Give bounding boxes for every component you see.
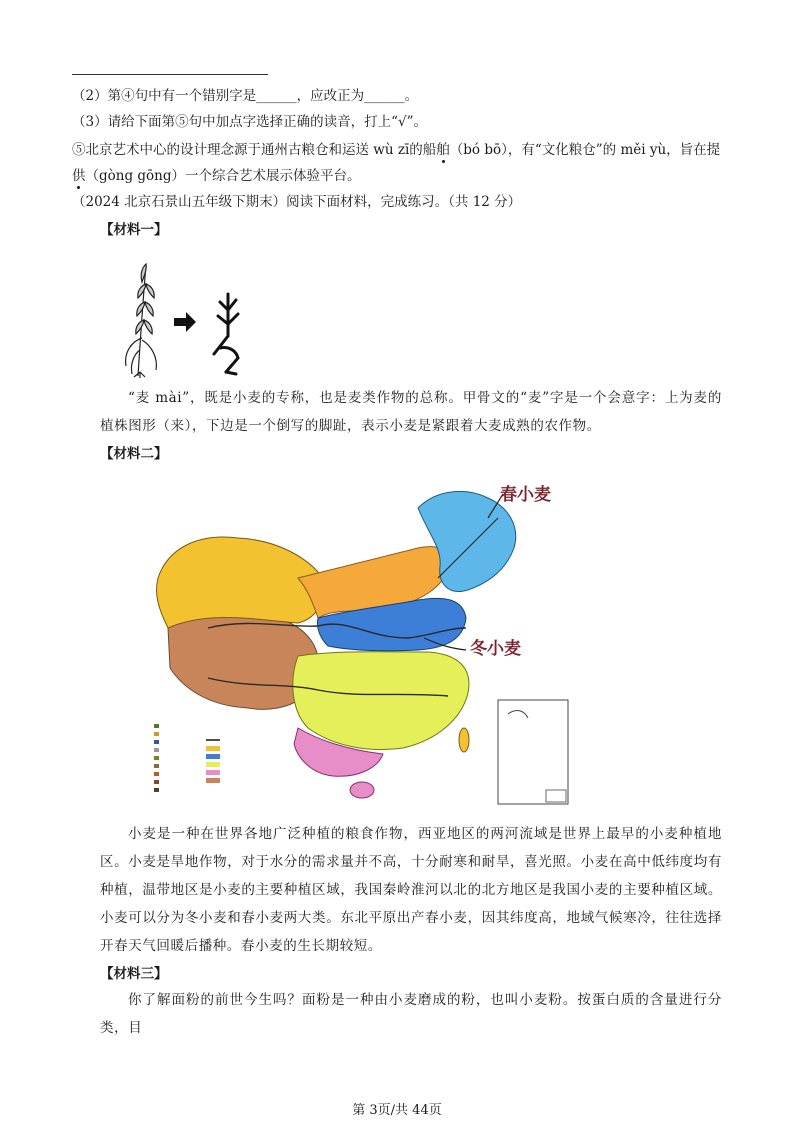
question-3: （3）请给下面第⑤句中加点字选择正确的读音，打上“√”。	[72, 114, 427, 130]
sentence-5-part2: （bó bō），有“文化粮仓”的 měi yù，旨在提	[449, 142, 721, 158]
right-arrow-icon	[174, 312, 196, 332]
oracle-bone-mai-glyph-icon	[214, 294, 238, 374]
china-wheat-map	[148, 478, 576, 808]
material-2-label: 【材料二】	[100, 446, 168, 462]
winter-wheat-label: 冬小麦	[470, 639, 521, 659]
sentence-5-part3: （gòng gōng）一个综合艺术展示体验平台。	[85, 168, 361, 184]
reading-intro: （2024 北京石景山五年级下期末）阅读下面材料，完成练习。（共 12 分）	[72, 194, 522, 210]
footnote-divider	[72, 74, 268, 75]
wheat-pictograph-figure	[116, 254, 266, 378]
dotted-char-2: 供	[72, 168, 86, 184]
question-2: （2）第④句中有一个错别字是______，应改正为______。	[72, 88, 419, 104]
map-taiwan-island	[459, 728, 469, 752]
sentence-5	[72, 140, 720, 160]
spring-wheat-label: 春小麦	[500, 485, 551, 505]
south-china-sea-inset	[498, 700, 568, 804]
wheat-plant-icon	[126, 264, 157, 378]
sentence-5-cont	[72, 166, 361, 186]
page-footer: 第 3页/共 44页	[352, 1103, 442, 1118]
sentence-5-part1: ⑤北京艺术中心的设计理念源于通州古粮仓和运送 wù zī的船	[72, 142, 437, 158]
map-hainan-island	[350, 782, 374, 798]
material-3-text: 你了解面粉的前世今生吗？面粉是一种由小麦磨成的粉，也叫小麦粉。按蛋白质的含量进行分类，目	[100, 992, 722, 1036]
material-1-text: “麦 mài”，既是小麦的专称，也是麦类作物的总称。甲骨文的“麦”字是一个会意字：上为麦的植株图形（来），下边是一个倒写的脚趾，表示小麦是紧跟着大麦成熟的农作物。	[100, 390, 722, 434]
dotted-char-1: 舶	[436, 142, 450, 158]
material-3-label: 【材料三】	[100, 966, 168, 982]
material-2-text: 小麦是一种在世界各地广泛种植的粮食作物，西亚地区的两河流域是世界上最早的小麦种植地区。小麦是旱地作物，对于水分的需求量并不高，十分耐寒和耐旱，喜光照。小麦在高中低纬度均有种植，温带地区是小麦的主要种植区域，我国秦岭淮河以北的北方地区是我国小麦的主要种植区域。小麦可以分为冬小麦和春小麦两大类。东北平原出产春小麦，因其纬度高，地域气候寒冷，往往选择开春天气回暖后播种。春小麦的生长期较短。	[100, 826, 722, 954]
material-1-label: 【材料一】	[100, 222, 168, 238]
